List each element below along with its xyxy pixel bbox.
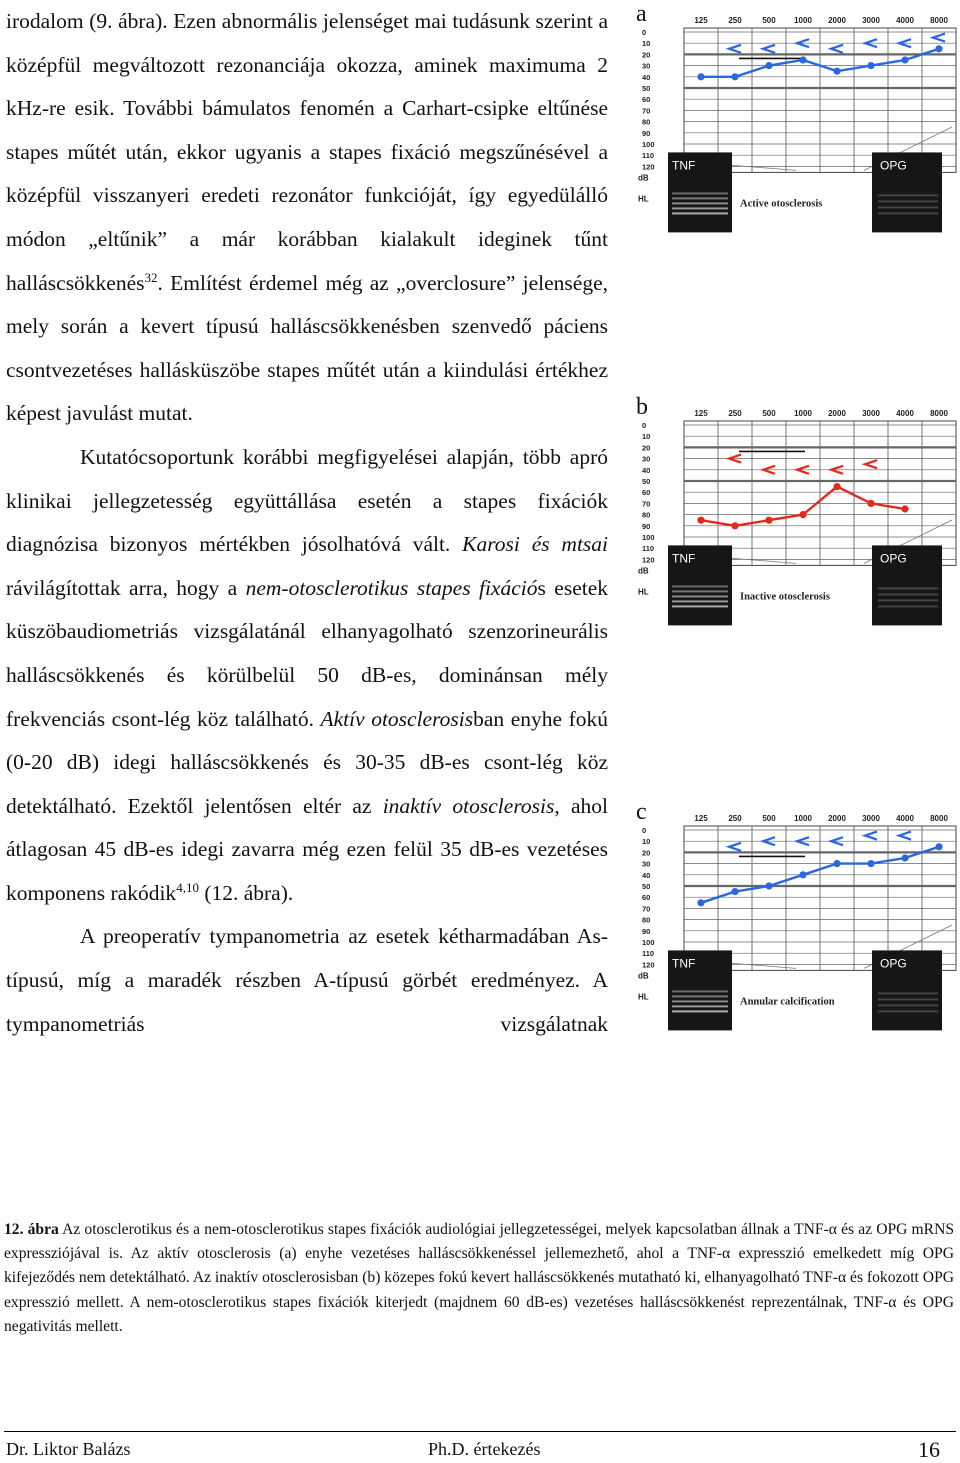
gel-band bbox=[878, 998, 938, 1000]
db-label: 50 bbox=[642, 477, 651, 486]
text-span: s esetek küszöbaudiometriás vizsgálatánál elhanyagolható szenzorineurális halláscsökkenés és körülbelül 50 dB-es, dominánsan mély frekvenciás csont-lég köz található. bbox=[6, 575, 608, 731]
air-conduction-point bbox=[901, 505, 908, 512]
air-conduction-point bbox=[697, 899, 704, 906]
db-label: 10 bbox=[642, 837, 651, 847]
db-label: 40 bbox=[642, 465, 651, 475]
gel-band bbox=[672, 207, 728, 209]
figure-panel-a bbox=[632, 2, 958, 357]
db-label: 70 bbox=[642, 499, 651, 509]
frequency-label: 250 bbox=[728, 16, 742, 25]
gel-label: OPG bbox=[880, 158, 907, 173]
air-conduction-point bbox=[901, 854, 908, 861]
caption-number: 12. ábra bbox=[4, 1221, 59, 1238]
db-label: 50 bbox=[642, 84, 651, 93]
gel-band bbox=[672, 1010, 728, 1012]
text-span: irodalom (9. ábra). Ezen abnormális jelenséget mai tudásunk szerint a középfül megváltozott rezonanciája okozza, aminek maximuma 2 kHz-re esik. További bámulatos fenomén a Carhart-csipke eltűnése stapes műtét után, ekkor ugyanis a stapes fixáció megszűnésével a középfül visszanyeri eredeti rezonátor funkcióját, így egyedülálló módon „eltűnik” a már korábban kialakult ideginek tűnt halláscsökkenés bbox=[6, 9, 608, 295]
gel-band bbox=[672, 990, 728, 992]
gel-image-opg bbox=[872, 545, 942, 625]
db-label: 20 bbox=[642, 848, 651, 858]
db-label: 120 bbox=[642, 960, 655, 970]
db-label: 120 bbox=[642, 555, 655, 565]
air-conduction-point bbox=[697, 517, 704, 524]
figure-panel-c bbox=[632, 800, 958, 1140]
paragraph-2 bbox=[6, 436, 608, 916]
gel-label: TNF bbox=[672, 158, 696, 173]
db-label: 60 bbox=[642, 893, 651, 903]
db-label: 30 bbox=[642, 454, 651, 464]
frequency-label: 1000 bbox=[794, 16, 812, 25]
frequency-label: 500 bbox=[762, 16, 776, 25]
gel-band bbox=[672, 605, 728, 607]
panel-letter: a bbox=[636, 1, 647, 27]
db-label: 60 bbox=[642, 488, 651, 498]
frequency-label: 125 bbox=[694, 409, 708, 418]
db-label: 10 bbox=[642, 39, 651, 49]
db-label: 0 bbox=[642, 28, 647, 37]
gel-band bbox=[878, 599, 938, 601]
gel-label: TNF bbox=[672, 956, 696, 971]
italic-text: nem-otosclerotikus stapes fixáció bbox=[245, 575, 538, 600]
db-label: 40 bbox=[642, 72, 651, 82]
air-conduction-point bbox=[765, 882, 772, 889]
text-span: , ahol átlagosan 45 dB-es idegi zavarra még ezen felül 35 dB-es vezetéses komponens rakódik bbox=[6, 793, 608, 905]
gel-band bbox=[672, 600, 728, 602]
air-conduction-point bbox=[799, 871, 806, 878]
unit-db-label: dB bbox=[638, 566, 649, 576]
db-label: 80 bbox=[642, 117, 651, 127]
footer-title: Ph.D. értekezés bbox=[428, 1439, 541, 1459]
air-conduction-point bbox=[731, 888, 738, 895]
frequency-label: 250 bbox=[728, 814, 742, 823]
reference-superscript: 32 bbox=[144, 269, 158, 285]
unit-hl-label: HL bbox=[638, 587, 649, 597]
db-label: 20 bbox=[642, 50, 651, 60]
gel-image-tnf bbox=[668, 950, 732, 1030]
gel-band bbox=[878, 212, 938, 214]
gel-band bbox=[878, 605, 938, 607]
gel-label: OPG bbox=[880, 956, 907, 971]
panel-caption-label: Inactive otosclerosis bbox=[740, 591, 830, 603]
paragraph-1 bbox=[6, 0, 608, 436]
panel-letter: c bbox=[636, 799, 647, 825]
italic-text: Aktív otosclerosis bbox=[320, 706, 474, 731]
frequency-label: 500 bbox=[762, 814, 776, 823]
unit-hl-label: HL bbox=[638, 992, 649, 1002]
frequency-label: 4000 bbox=[896, 409, 914, 418]
gel-band bbox=[878, 1010, 938, 1012]
gel-band bbox=[672, 995, 728, 997]
db-label: 70 bbox=[642, 904, 651, 914]
text-span: Kutatócsoportunk korábbi megfigyelései alapján, több apró klinikai jellegzetesség együttállása esetén a stapes fixációk diagnózisa bizonyos mértékben jósolhatóvá vált. bbox=[6, 444, 608, 557]
air-conduction-point bbox=[799, 511, 806, 518]
frequency-label: 500 bbox=[762, 409, 776, 418]
air-conduction-point bbox=[901, 56, 908, 63]
page-number: 16 bbox=[918, 1437, 940, 1462]
body-text bbox=[6, 0, 608, 1046]
frequency-label: 3000 bbox=[862, 814, 880, 823]
air-conduction-point bbox=[833, 483, 840, 490]
unit-db-label: dB bbox=[638, 173, 649, 183]
frequency-label: 1000 bbox=[794, 814, 812, 823]
frequency-label: 3000 bbox=[862, 16, 880, 25]
audiogram-panel bbox=[632, 395, 958, 735]
paragraph-3 bbox=[6, 915, 608, 1046]
gel-band bbox=[878, 194, 938, 196]
db-label: 80 bbox=[642, 915, 651, 925]
unit-db-label: dB bbox=[638, 971, 649, 981]
frequency-label: 4000 bbox=[896, 814, 914, 823]
air-conduction-point bbox=[833, 860, 840, 867]
gel-band bbox=[878, 593, 938, 595]
gel-band bbox=[672, 1000, 728, 1002]
gel-image-tnf bbox=[668, 152, 732, 232]
db-label: 100 bbox=[642, 533, 655, 542]
panel-letter: b bbox=[636, 394, 648, 420]
db-label: 70 bbox=[642, 106, 651, 116]
gel-image-opg bbox=[872, 950, 942, 1030]
frequency-label: 1000 bbox=[794, 409, 812, 418]
db-label: 80 bbox=[642, 510, 651, 520]
unit-hl-label: HL bbox=[638, 194, 649, 204]
reference-superscript: 4,10 bbox=[176, 879, 199, 895]
db-label: 90 bbox=[642, 926, 651, 936]
db-label: 0 bbox=[642, 826, 647, 835]
gel-band bbox=[672, 585, 728, 587]
frequency-label: 8000 bbox=[930, 16, 948, 25]
footer-author: Dr. Liktor Balázs bbox=[6, 1439, 131, 1459]
gel-image-opg bbox=[872, 152, 942, 232]
air-conduction-point bbox=[867, 62, 874, 69]
gel-band bbox=[878, 206, 938, 208]
gel-band bbox=[672, 595, 728, 597]
db-label: 30 bbox=[642, 61, 651, 71]
text-span: A preoperatív tympanometria az esetek kétharmadában As-típusú, míg a maradék részben A-típusú görbét eredményez. A tympanometriás vizsgálatnak bbox=[6, 924, 608, 1036]
air-conduction-point bbox=[731, 522, 738, 529]
figure-panel-b bbox=[632, 395, 958, 735]
air-conduction-point bbox=[833, 68, 840, 75]
panel-caption-label: Annular calcification bbox=[740, 996, 835, 1008]
figure-caption bbox=[4, 1218, 954, 1339]
caption-text: Az otosclerotikus és a nem-otosclerotikus stapes fixációk audiológiai jellegzetességei, melyek kapcsolatban állnak a TNF-α és az OPG mRNS expressziójával is. Az aktív otosclerosis (a) enyhe vezetéses halláscsökkenéssel jellemezhető, ahol a TNF-α expresszió emelkedett míg OPG kifejeződés nem detektálható. Az inaktív otosclerosisban (b) közepes fokú kevert halláscsökkenés mutatható ki, elhanyagolható TNF-α és fokozott OPG expresszió mellett. A nem-otosclerotikus stapes fixációk kiterjedt (majdnem 60 dB-es) vezetéses halláscsökkenést reprezentálnak, TNF-α és OPG negativitás mellett. bbox=[4, 1221, 955, 1335]
db-label: 100 bbox=[642, 938, 655, 947]
gel-band bbox=[672, 212, 728, 214]
db-label: 90 bbox=[642, 521, 651, 531]
gel-band bbox=[672, 202, 728, 204]
db-label: 110 bbox=[642, 151, 655, 161]
gel-band bbox=[878, 587, 938, 589]
frequency-label: 250 bbox=[728, 409, 742, 418]
gel-band bbox=[878, 1004, 938, 1006]
italic-text: inaktív otosclerosis bbox=[382, 793, 555, 818]
db-label: 50 bbox=[642, 882, 651, 891]
db-label: 60 bbox=[642, 95, 651, 105]
db-label: 100 bbox=[642, 140, 655, 149]
frequency-label: 4000 bbox=[896, 16, 914, 25]
db-label: 110 bbox=[642, 544, 655, 554]
italic-text: Karosi és mtsai bbox=[462, 532, 609, 557]
air-conduction-point bbox=[731, 73, 738, 80]
air-conduction-point bbox=[765, 62, 772, 69]
text-span: ban enyhe fokú (0-20 dB) idegi halláscsökkenés és 30-35 dB-es csont-lég köz detektálható. Ezektől jelentősen eltér az bbox=[6, 706, 608, 818]
text-span: . Említést érdemel még az „overclosure” jelensége, mely során a kevert típusú halláscsökkenésben szenvedő páciens csontvezetéses hallásküszöbe stapes műtét után a kiindulási értékhez képest javulást mutat. bbox=[6, 270, 608, 426]
db-label: 110 bbox=[642, 949, 655, 959]
air-conduction-point bbox=[935, 843, 942, 850]
panel-caption-label: Active otosclerosis bbox=[740, 198, 823, 210]
frequency-label: 3000 bbox=[862, 409, 880, 418]
gel-band bbox=[672, 192, 728, 194]
gel-band bbox=[672, 197, 728, 199]
air-conduction-point bbox=[765, 517, 772, 524]
air-conduction-point bbox=[867, 500, 874, 507]
gel-label: OPG bbox=[880, 551, 907, 566]
db-label: 120 bbox=[642, 162, 655, 172]
text-span: (12. ábra). bbox=[198, 880, 294, 905]
frequency-label: 8000 bbox=[930, 409, 948, 418]
gel-band bbox=[672, 1005, 728, 1007]
frequency-label: 2000 bbox=[828, 814, 846, 823]
frequency-label: 2000 bbox=[828, 409, 846, 418]
gel-band bbox=[878, 200, 938, 202]
air-conduction-point bbox=[867, 860, 874, 867]
gel-band bbox=[878, 992, 938, 994]
audiogram-panel bbox=[632, 800, 958, 1140]
db-label: 30 bbox=[642, 859, 651, 869]
text-span: rávilágítottak arra, hogy a bbox=[6, 575, 246, 600]
frequency-label: 2000 bbox=[828, 16, 846, 25]
db-label: 10 bbox=[642, 432, 651, 442]
db-label: 20 bbox=[642, 443, 651, 453]
air-conduction-point bbox=[799, 56, 806, 63]
frequency-label: 8000 bbox=[930, 814, 948, 823]
frequency-label: 125 bbox=[694, 814, 708, 823]
air-conduction-point bbox=[935, 45, 942, 52]
gel-band bbox=[672, 590, 728, 592]
gel-image-tnf bbox=[668, 545, 732, 625]
audiogram-panel bbox=[632, 2, 958, 357]
db-label: 90 bbox=[642, 128, 651, 138]
db-label: 0 bbox=[642, 421, 647, 430]
gel-label: TNF bbox=[672, 551, 696, 566]
frequency-label: 125 bbox=[694, 16, 708, 25]
air-conduction-point bbox=[697, 73, 704, 80]
footer-divider bbox=[4, 1431, 956, 1432]
db-label: 40 bbox=[642, 870, 651, 880]
